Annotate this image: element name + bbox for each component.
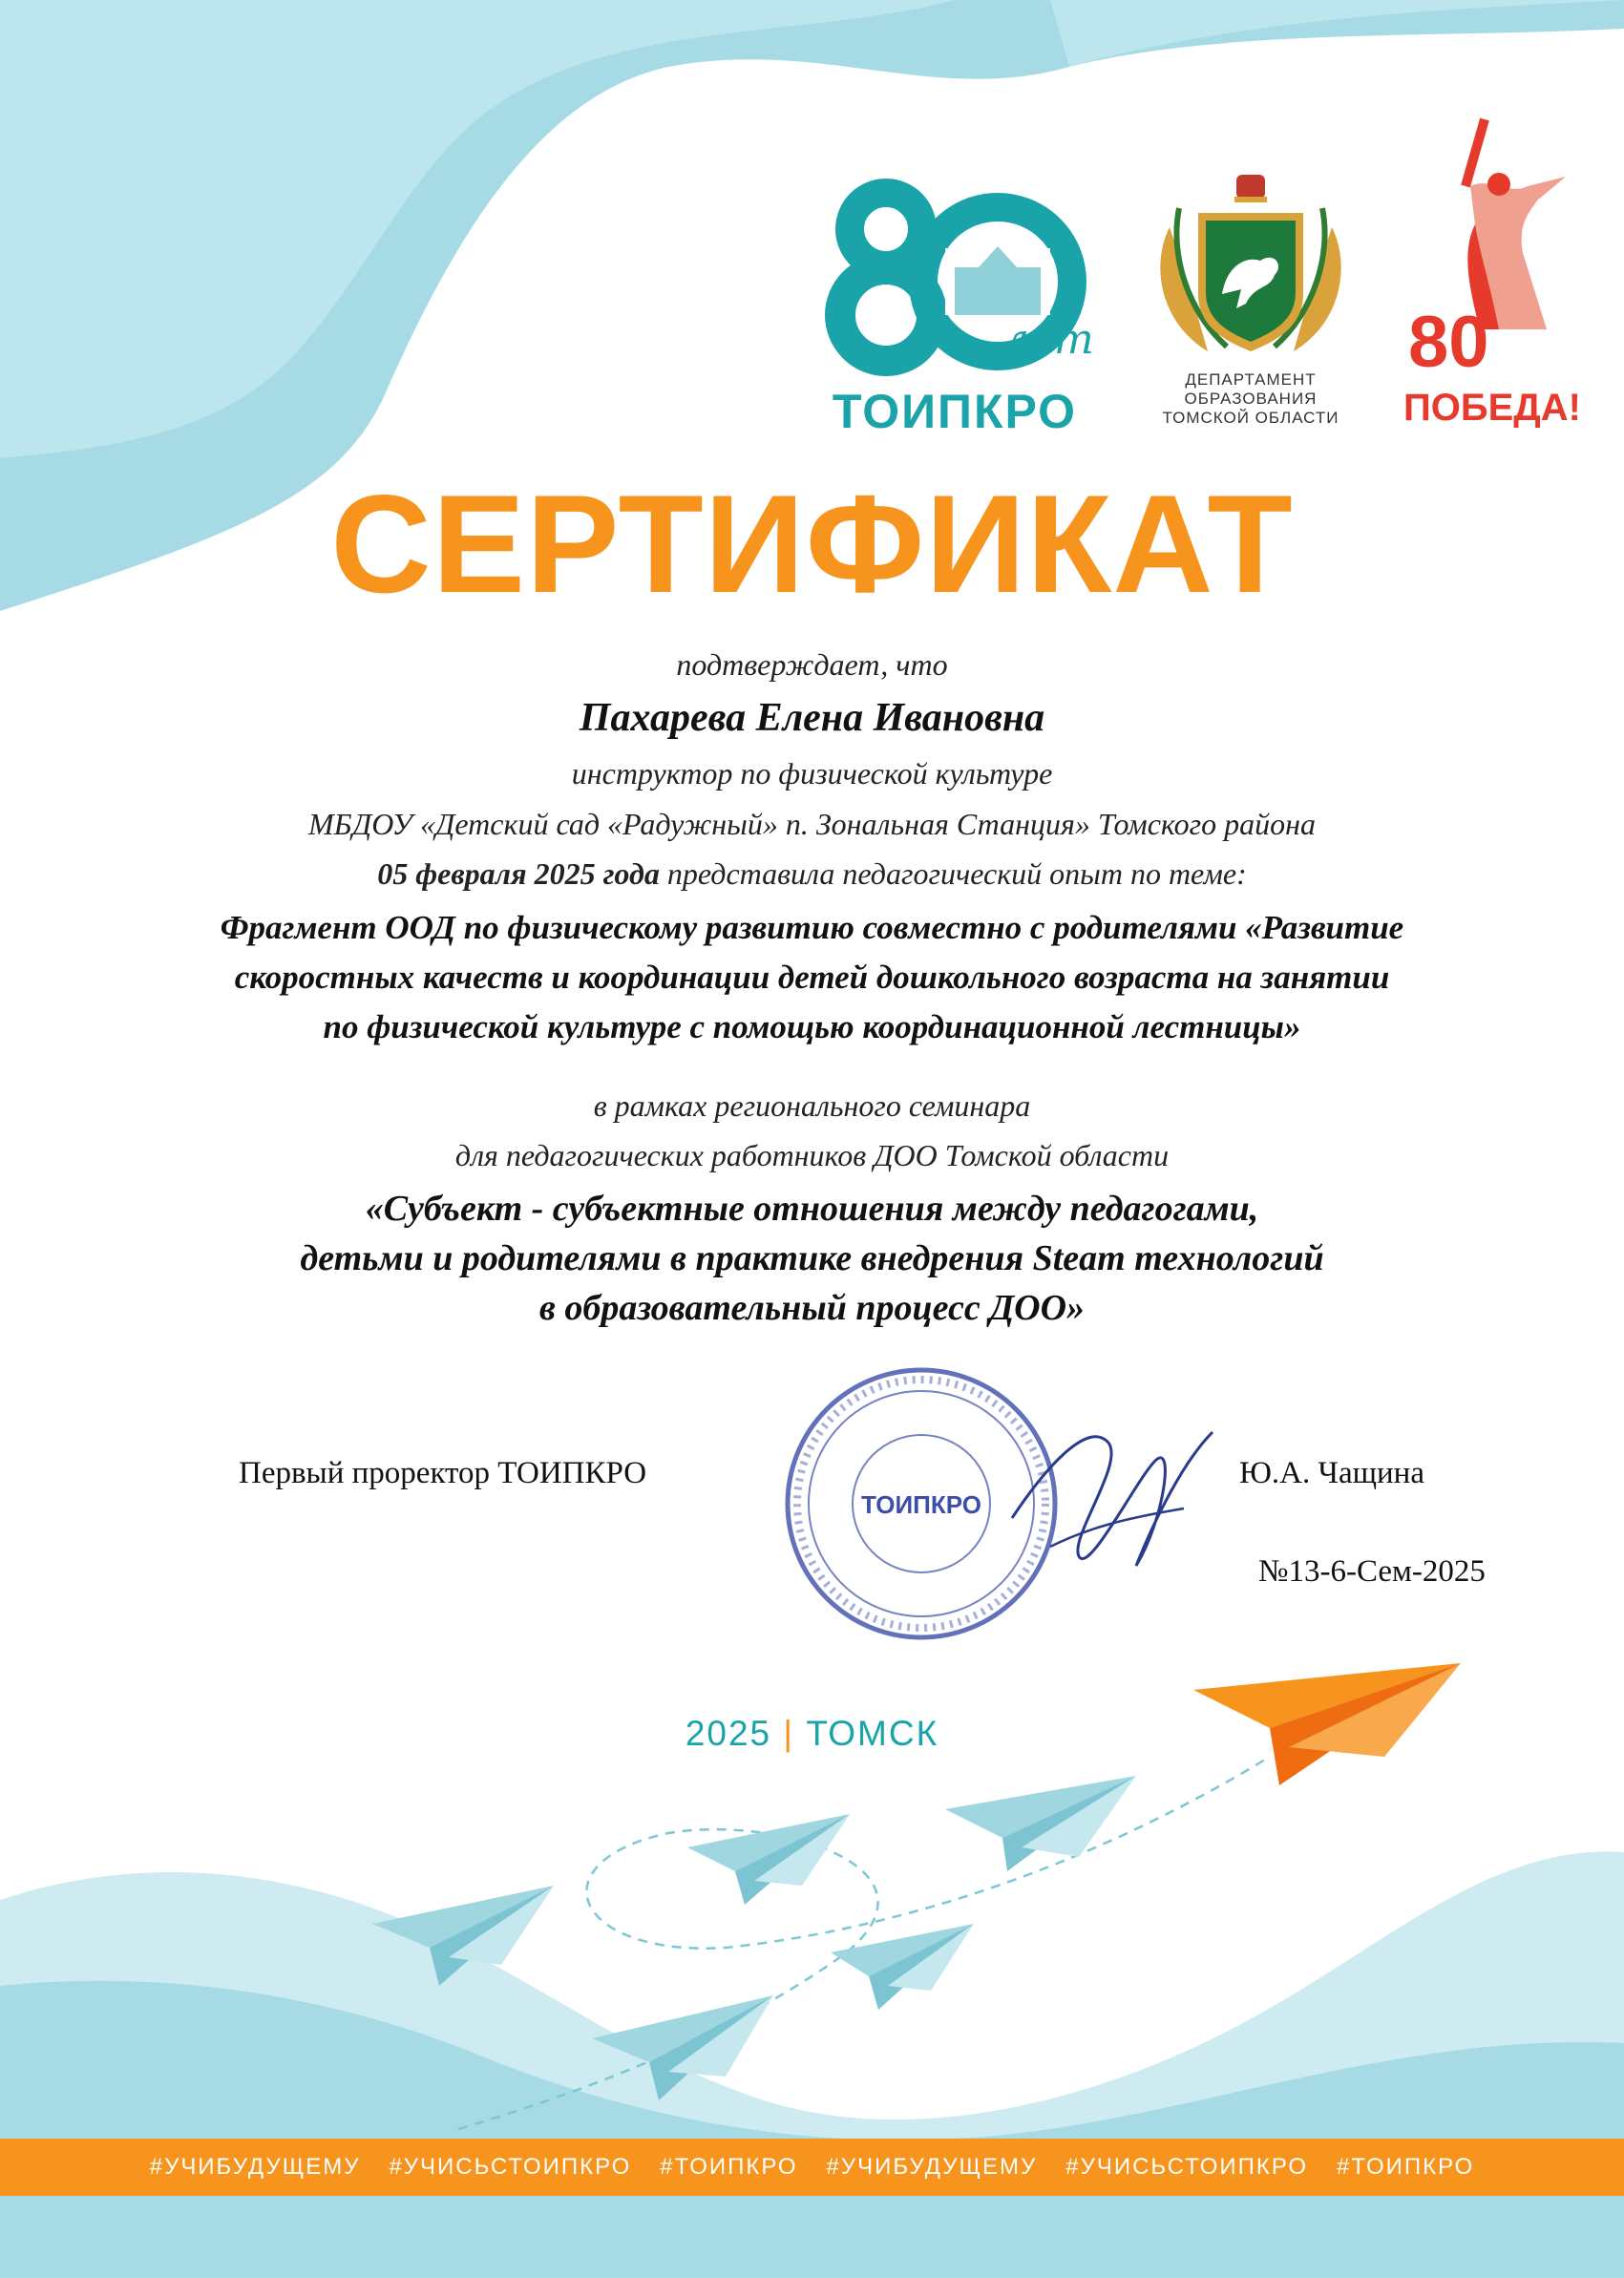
seminar-title-block	[0, 1184, 1624, 1333]
hashtag: #УЧИБУДУЩЕМУ	[149, 2154, 361, 2180]
footer-year: 2025	[685, 1714, 772, 1753]
hashtag: #УЧИСЬСТОИПКРО	[389, 2154, 632, 2180]
hashtag-bar	[0, 2139, 1624, 2196]
paper-plane-icon	[945, 1776, 1136, 1871]
handwritten-signature	[993, 1403, 1222, 1594]
topic-line: по физической культуре с помощью координационной лестницы»	[323, 1008, 1301, 1045]
paper-plane-icon	[687, 1814, 850, 1905]
recipient-institution: МБДОУ «Детский сад «Радужный» п. Зональная Станция» Томского района	[307, 807, 1317, 841]
paper-plane-icon	[831, 1924, 974, 2010]
motherland-monument-icon	[1403, 110, 1585, 329]
topic-line: скоростных качеств и координации детей дошкольного возраста на занятии	[234, 959, 1390, 996]
footer-city: ТОМСК	[806, 1714, 939, 1753]
recipient-name: Пахарева Елена Ивановна	[579, 696, 1045, 740]
hashtag: #ТОИПКРО	[660, 2154, 798, 2180]
seminar-line: в образовательный процесс ДОО»	[538, 1288, 1086, 1328]
victory-number: 80	[1408, 302, 1489, 383]
paper-plane-icon	[372, 1886, 554, 1986]
logo-script-text: лет	[1002, 315, 1094, 364]
presentation-date: 05 февраля 2025 года	[377, 856, 660, 891]
confirms-text: подтверждает, что	[676, 647, 948, 682]
department-line-1: ДЕПАРТАМЕНТ	[1185, 370, 1317, 389]
victory-word: ПОБЕДА!	[1403, 387, 1581, 429]
signatory-name: Ю.А. Чащина	[1239, 1456, 1424, 1490]
presentation-line	[0, 854, 1624, 893]
department-logo	[1141, 170, 1360, 437]
stamp-center-text: ТОИПКРО	[861, 1490, 981, 1519]
certificate-number: №13-6-Сем-2025	[1258, 1554, 1486, 1589]
seminar-line: «Субъект - субъектные отношения между педагогами,	[365, 1189, 1259, 1229]
seminar-line: детьми и родителями в практике внедрения Steam технологий	[300, 1238, 1324, 1278]
department-line-2: ОБРАЗОВАНИЯ	[1184, 390, 1318, 408]
logo-name-text: ТОИПКРО	[832, 385, 1078, 438]
department-line-3: ТОМСКОЙ ОБЛАСТИ	[1162, 409, 1339, 427]
paper-plane-icon	[592, 1995, 773, 2100]
toipkro-80-logo	[821, 172, 1107, 439]
topic-block	[0, 903, 1624, 1052]
recipient-position: инструктор по физической культуре	[571, 756, 1053, 791]
presentation-text: представила педагогический опыт по теме:	[659, 856, 1247, 891]
certificate-title: СЕРТИФИКАТ	[330, 466, 1294, 622]
signatory-role: Первый проректор ТОИПКРО	[239, 1456, 647, 1490]
coat-of-arms-icon	[1141, 170, 1360, 361]
hashtag: #УЧИСЬСТОИПКРО	[1065, 2154, 1309, 2180]
framework-line-1: в рамках регионального семинара	[593, 1088, 1031, 1123]
hashtag: #ТОИПКРО	[1337, 2154, 1475, 2180]
topic-line: Фрагмент ООД по физическому развитию совместно с родителями «Развитие	[220, 909, 1404, 946]
hashtag: #УЧИБУДУЩЕМУ	[826, 2154, 1038, 2180]
footer-separator: |	[783, 1714, 795, 1753]
framework-line-2: для педагогических работников ДОО Томской области	[454, 1138, 1170, 1172]
footer-year-city	[0, 1714, 1624, 1754]
victory-80-logo	[1403, 110, 1585, 444]
